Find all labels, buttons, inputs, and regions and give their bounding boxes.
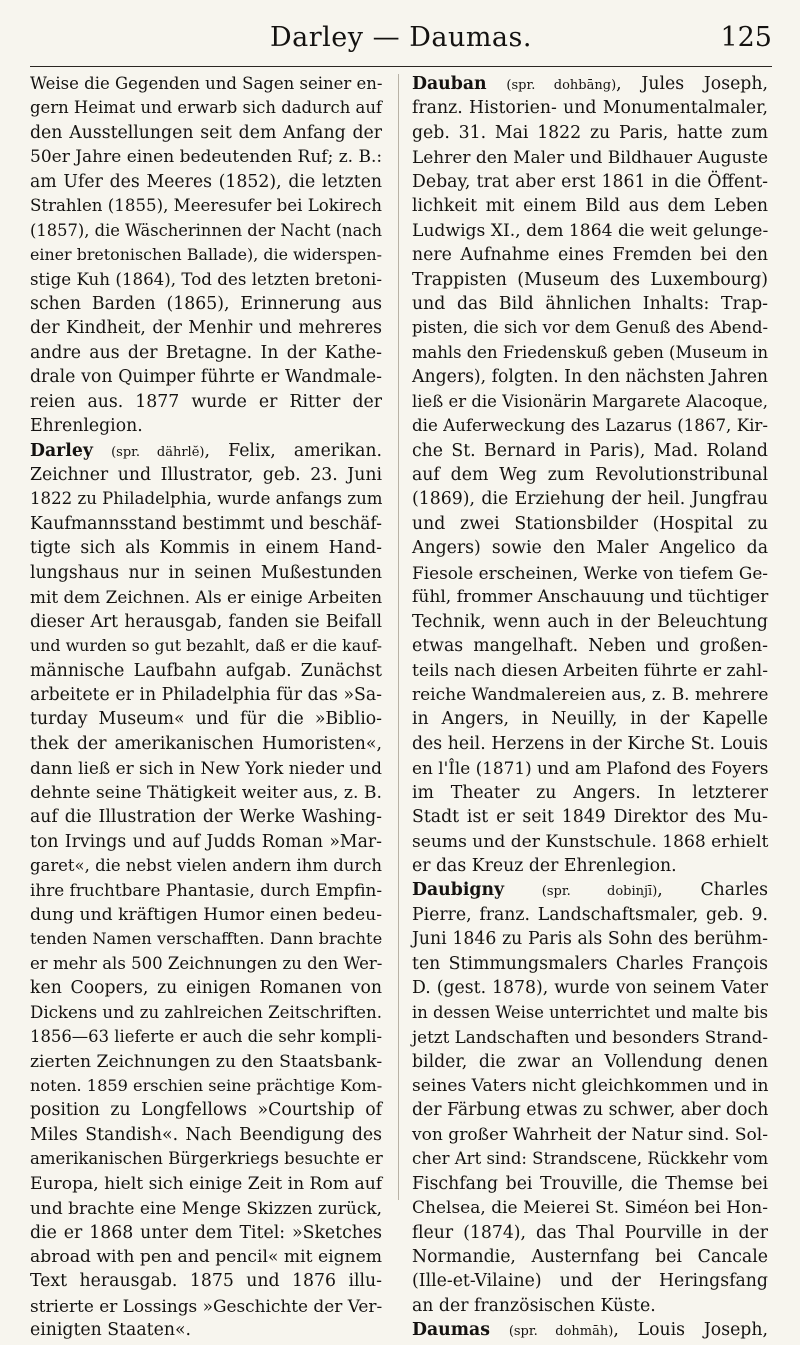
text-line bbox=[30, 194, 382, 218]
text-line bbox=[30, 219, 382, 243]
line-text: en l'Île (1871) und am Plafond des Foyers bbox=[412, 758, 769, 779]
line-text: Dickens und zu zahlreichen Zeitschriften. bbox=[30, 1002, 382, 1022]
text-line bbox=[412, 1050, 768, 1074]
line-text: er mehr als 500 Zeichnungen zu den Wer- bbox=[30, 953, 383, 973]
line-text: lungshaus nur in seinen Mußestunden bbox=[30, 562, 382, 583]
text-line bbox=[412, 1147, 768, 1171]
line-text: cher Art sind: Strandscene, Rückkehr vom bbox=[412, 1149, 769, 1169]
line-text: auf dem Weg zum Revolutionstribunal bbox=[412, 465, 768, 485]
line-text: einer bretonischen Ballade), die widerspen- bbox=[30, 245, 382, 265]
text-line bbox=[30, 243, 382, 267]
line-text: D. (gest. 1878), wurde von seinem Vater bbox=[412, 978, 768, 999]
line-text: und brachte eine Menge Skizzen zurück, bbox=[30, 1198, 382, 1219]
text-line bbox=[412, 732, 768, 756]
text-line bbox=[412, 1245, 768, 1269]
line-text: dehnte seine Thätigkeit weiter aus, z. B. bbox=[30, 782, 382, 803]
line-text: che St. Bernard in Paris), Mad. Roland bbox=[412, 440, 768, 461]
text-line bbox=[30, 72, 382, 96]
text-line bbox=[412, 1098, 768, 1122]
line-text: Angers), folgten. In den nächsten Jahren bbox=[412, 367, 769, 388]
line-text: gern Heimat und erwarb sich dadurch auf bbox=[30, 98, 382, 118]
line-text: ten Stimmungsmalers Charles François bbox=[412, 953, 768, 974]
line-text: amerikanischen Bürgerkriegs besuchte er bbox=[30, 1149, 383, 1169]
text-line bbox=[412, 463, 768, 487]
line-text: mit dem Zeichnen. Als er einige Arbeiten bbox=[30, 587, 383, 608]
text-line bbox=[412, 1269, 768, 1293]
text-line bbox=[30, 561, 382, 585]
text-line bbox=[30, 1172, 382, 1196]
text-line bbox=[412, 781, 768, 805]
line-text: tigte sich als Kommis in einem Hand- bbox=[30, 538, 382, 559]
line-text: seums und der Kunstschule. 1868 erhielt bbox=[412, 831, 769, 852]
pronunciation: (spr. dobinjī) bbox=[541, 884, 658, 900]
text-line bbox=[412, 439, 768, 463]
line-text: lichkeit mit einem Bild aus dem Leben bbox=[412, 196, 768, 217]
text-line bbox=[30, 952, 382, 976]
text-line bbox=[30, 536, 382, 560]
text-line bbox=[30, 316, 382, 340]
line-text: , Louis Joseph, bbox=[613, 1320, 768, 1341]
line-text: arbeitete er in Philadelphia für das »Sa- bbox=[30, 684, 382, 705]
line-text: teils nach diesen Arbeiten führte er zahl- bbox=[412, 660, 768, 681]
text-line bbox=[30, 878, 382, 902]
line-text: Pierre, franz. Landschaftsmaler, geb. 9. bbox=[412, 904, 768, 925]
text-line bbox=[30, 463, 382, 487]
entry-first-line bbox=[30, 439, 382, 463]
text-line bbox=[30, 1147, 382, 1171]
line-text: thek der amerikanischen Humoristen«, bbox=[30, 733, 382, 754]
text-line bbox=[412, 341, 768, 365]
text-line bbox=[30, 707, 382, 731]
entry-headword: Daubigny bbox=[412, 880, 505, 901]
right-column bbox=[412, 72, 769, 1341]
line-text: fühl, frommer Anschauung und tüchtiger bbox=[412, 587, 769, 608]
text-line bbox=[412, 585, 768, 609]
line-text: Kaufmannsstand bestimmt und beschäf- bbox=[30, 513, 382, 534]
line-text: drale von Quimper führte er Wandmale- bbox=[30, 367, 382, 388]
pronunciation: (spr. dohbāng) bbox=[506, 78, 617, 93]
text-line bbox=[30, 1025, 382, 1049]
line-text: schen Barden (1865), Erinnerung aus bbox=[30, 293, 382, 314]
line-text: reien aus. 1877 wurde er Ritter der bbox=[30, 391, 382, 412]
entry-first-line bbox=[412, 1318, 768, 1342]
line-text: turday Museum« und für die »Biblio- bbox=[30, 709, 382, 730]
text-line bbox=[412, 1196, 768, 1220]
text-line bbox=[412, 487, 768, 511]
text-line bbox=[30, 1196, 382, 1220]
text-line bbox=[412, 1221, 768, 1245]
text-line bbox=[30, 976, 382, 1000]
line-text: reiche Wandmalereien aus, z. B. mehrere bbox=[412, 684, 769, 705]
line-text: in dessen Weise unterrichtet und malte bis bbox=[412, 1002, 768, 1022]
text-line bbox=[412, 1123, 768, 1147]
text-line bbox=[30, 512, 382, 536]
text-line bbox=[412, 194, 768, 218]
line-text: 50er Jahre einen bedeutenden Ruf; z. B.: bbox=[30, 147, 383, 168]
line-text: (1857), die Wäscherinnen der Nacht (nach bbox=[30, 220, 382, 240]
text-line bbox=[412, 903, 768, 927]
line-text: zierten Zeichnungen zu den Staatsbank- bbox=[30, 1051, 383, 1072]
line-text: dung und kräftigen Humor einen bedeu- bbox=[30, 904, 382, 925]
line-text: ken Coopers, zu einigen Romanen von bbox=[30, 978, 382, 999]
line-text: , Jules Joseph, bbox=[616, 74, 768, 94]
entry-first-line bbox=[412, 72, 768, 96]
text-line bbox=[30, 610, 382, 634]
line-text: Fiesole erscheinen, Werke von tiefem Ge- bbox=[412, 562, 768, 583]
line-text: stige Kuh (1864), Tod des letzten bretoni- bbox=[30, 269, 382, 289]
line-text: Juni 1846 zu Paris als Sohn des berühm- bbox=[412, 929, 768, 950]
line-text: pisten, die sich vor dem Genuß des Abend- bbox=[412, 318, 768, 338]
line-text: etwas mangelhaft. Neben und großen- bbox=[412, 636, 768, 657]
text-line bbox=[30, 1050, 382, 1074]
text-line bbox=[412, 292, 768, 316]
text-line bbox=[412, 145, 768, 169]
pronunciation: (spr. dährlĕ) bbox=[111, 444, 205, 460]
line-text: geb. 31. Mai 1822 zu Paris, hatte zum bbox=[412, 122, 768, 143]
line-text: und zwei Stationsbilder (Hospital zu bbox=[412, 513, 768, 534]
line-text: seines Vaters nicht gleichkommen und in bbox=[412, 1075, 769, 1096]
line-text: ton Irvings und auf Judds Roman »Mar- bbox=[30, 831, 382, 852]
line-text: des heil. Herzens in der Kirche St. Louis bbox=[412, 733, 768, 754]
line-text: dieser Art herausgab, fanden sie Beifall bbox=[30, 611, 382, 632]
text-line bbox=[30, 634, 382, 658]
line-text: garet«, die nebst vielen andern ihm durch bbox=[30, 856, 382, 875]
line-text: Lehrer den Maler und Bildhauer Auguste bbox=[412, 147, 768, 168]
entry-headword: Dauban bbox=[412, 74, 487, 94]
text-line bbox=[412, 316, 768, 340]
line-text: andre aus der Bretagne. In der Kathe- bbox=[30, 342, 382, 363]
line-text: von großer Wahrheit der Natur sind. Sol- bbox=[412, 1124, 768, 1145]
line-text: er das Kreuz der Ehrenlegion. bbox=[412, 856, 677, 876]
line-text: Trappisten (Museum des Luxembourg) bbox=[412, 269, 768, 290]
entry-first-line bbox=[412, 878, 768, 902]
text-line bbox=[30, 683, 382, 707]
line-text: 1856—63 lieferte er auch die sehr kompli- bbox=[30, 1027, 383, 1047]
text-line bbox=[30, 1318, 382, 1342]
text-line bbox=[412, 707, 768, 731]
line-text: nere Aufnahme eines Fremden bei den bbox=[412, 245, 768, 266]
line-text: Stadt ist er seit 1849 Direktor des Mu- bbox=[412, 807, 768, 828]
left-column bbox=[30, 72, 383, 1341]
line-text: , Charles bbox=[657, 880, 768, 901]
line-text: die er 1868 unter dem Titel: »Sketches bbox=[30, 1222, 382, 1243]
text-line bbox=[412, 121, 768, 145]
entry-headword: Darley bbox=[30, 440, 93, 461]
text-line bbox=[412, 976, 768, 1000]
text-line bbox=[30, 365, 382, 389]
text-line bbox=[30, 1294, 382, 1318]
text-line bbox=[412, 365, 768, 389]
line-text: (Ille-et-Vilaine) und der Heringsfang bbox=[412, 1271, 768, 1292]
line-text: Europa, hielt sich einige Zeit in Rom auf bbox=[30, 1173, 383, 1194]
text-line bbox=[30, 1074, 382, 1098]
text-line bbox=[412, 830, 768, 854]
text-line bbox=[30, 96, 382, 120]
running-title: Darley — Daumas. bbox=[270, 22, 532, 53]
text-line bbox=[30, 585, 382, 609]
line-text: Debay, trat aber erst 1861 in die Öffent- bbox=[412, 171, 768, 192]
line-text: ließ er die Visionärin Margarete Alacoque, bbox=[412, 391, 768, 411]
line-text: der Kindheit, der Menhir und mehreres bbox=[30, 318, 382, 339]
text-line bbox=[412, 805, 768, 829]
text-line bbox=[412, 390, 768, 414]
line-text: tenden Namen verschafften. Dann brachte bbox=[30, 929, 383, 949]
text-line bbox=[30, 732, 382, 756]
line-text: der Färbung etwas zu schwer, aber doch bbox=[412, 1100, 769, 1121]
text-line bbox=[412, 512, 768, 536]
text-line bbox=[412, 536, 768, 560]
line-text: Fischfang bei Trouville, die Themse bei bbox=[412, 1173, 768, 1194]
header-rule bbox=[30, 66, 772, 67]
text-line bbox=[412, 952, 768, 976]
text-line bbox=[412, 1025, 768, 1049]
text-line bbox=[412, 561, 768, 585]
line-text: Zeichner und Illustrator, geb. 23. Juni bbox=[30, 465, 382, 485]
text-line bbox=[30, 781, 382, 805]
line-text: am Ufer des Meeres (1852), die letzten bbox=[30, 171, 382, 192]
line-text: auf die Illustration der Werke Washing- bbox=[30, 807, 382, 828]
text-line bbox=[30, 292, 382, 316]
line-text: abroad with pen and pencil« mit eignem bbox=[30, 1247, 382, 1267]
line-text: einigten Staaten«. bbox=[30, 1320, 192, 1341]
text-line bbox=[412, 610, 768, 634]
line-text: Normandie, Austernfang bei Cancale bbox=[412, 1247, 768, 1267]
line-text: position zu Longfellows »Courtship of bbox=[30, 1100, 382, 1121]
line-text: und wurden so gut bezahlt, daß er die kauf- bbox=[30, 636, 382, 656]
line-text: 1822 zu Philadelphia, wurde anfangs zum bbox=[30, 489, 383, 509]
text-line bbox=[30, 830, 382, 854]
text-line bbox=[30, 487, 382, 511]
text-line bbox=[30, 1123, 382, 1147]
text-line bbox=[412, 1001, 768, 1025]
line-text: Miles Standish«. Nach Beendigung des bbox=[30, 1124, 382, 1145]
column-divider bbox=[398, 74, 399, 1200]
pronunciation: (spr. dohmāh) bbox=[508, 1324, 614, 1340]
line-text: Chelsea, die Meierei St. Siméon bei Hon- bbox=[412, 1198, 768, 1219]
line-text: Strahlen (1855), Meeresufer bei Lokirech bbox=[30, 196, 382, 216]
line-text: und das Bild ähnlichen Inhalts: Trap- bbox=[412, 293, 768, 314]
text-line bbox=[412, 1172, 768, 1196]
line-text: strierte er Lossings »Geschichte der Ver- bbox=[30, 1295, 383, 1316]
entry-headword: Daumas bbox=[412, 1320, 490, 1341]
page-number: 125 bbox=[720, 22, 772, 53]
text-line bbox=[30, 854, 382, 878]
text-line bbox=[412, 634, 768, 658]
line-text: Technik, wenn auch in der Beleuchtung bbox=[412, 611, 768, 632]
text-line bbox=[30, 805, 382, 829]
line-text: den Ausstellungen seit dem Anfang der bbox=[30, 122, 382, 143]
line-text: die Auferweckung des Lazarus (1867, Kir- bbox=[412, 416, 768, 436]
line-text: männische Laufbahn aufgab. Zunächst bbox=[30, 660, 382, 681]
line-text: bilder, die zwar an Vollendung denen bbox=[412, 1051, 768, 1072]
text-line bbox=[30, 1269, 382, 1293]
line-text: mahls den Friedenskuß geben (Museum in bbox=[412, 342, 769, 362]
text-line bbox=[412, 219, 768, 243]
text-line bbox=[412, 927, 768, 951]
line-text: Angers) sowie den Maler Angelico da bbox=[412, 538, 768, 559]
text-line bbox=[412, 268, 768, 292]
text-line bbox=[30, 121, 382, 145]
line-text: im Theater zu Angers. In letzterer bbox=[412, 782, 768, 803]
text-line bbox=[30, 756, 382, 780]
text-line bbox=[30, 659, 382, 683]
line-text: noten. 1859 erschien seine prächtige Kom- bbox=[30, 1075, 383, 1095]
text-line bbox=[412, 756, 768, 780]
text-line bbox=[412, 243, 768, 267]
text-line bbox=[30, 903, 382, 927]
text-line bbox=[30, 170, 382, 194]
page-header bbox=[30, 22, 772, 66]
line-text: Ludwigs XI., dem 1864 die weit gelunge- bbox=[412, 220, 769, 241]
text-line bbox=[412, 683, 768, 707]
text-line bbox=[30, 927, 382, 951]
line-text: an der französischen Küste. bbox=[412, 1295, 656, 1316]
line-text: (1869), die Erziehung der heil. Jungfrau bbox=[412, 489, 768, 510]
text-line bbox=[412, 414, 768, 438]
text-line bbox=[30, 341, 382, 365]
text-line bbox=[412, 170, 768, 194]
text-line bbox=[30, 268, 382, 292]
text-line bbox=[30, 390, 382, 414]
text-line bbox=[30, 1001, 382, 1025]
line-text: franz. Historien- und Monumentalmaler, bbox=[412, 98, 768, 119]
text-line bbox=[30, 414, 382, 438]
text-line bbox=[412, 1294, 768, 1318]
line-text: jetzt Landschaften und besonders Strand- bbox=[412, 1027, 769, 1048]
line-text: dann ließ er sich in New York nieder und bbox=[30, 758, 382, 779]
line-text: fleur (1874), das Thal Pourville in der bbox=[412, 1222, 768, 1243]
text-line bbox=[30, 1245, 382, 1269]
text-line bbox=[412, 1074, 768, 1098]
text-line bbox=[30, 1221, 382, 1245]
text-line bbox=[412, 854, 768, 878]
line-text: Text herausgab. 1875 und 1876 illu- bbox=[30, 1271, 382, 1292]
line-text: , Felix, amerikan. bbox=[204, 440, 382, 461]
text-line bbox=[30, 145, 382, 169]
text-line bbox=[412, 96, 768, 120]
text-line bbox=[412, 659, 768, 683]
text-line bbox=[30, 1098, 382, 1122]
line-text: Weise die Gegenden und Sagen seiner en- bbox=[30, 74, 383, 93]
line-text: Ehrenlegion. bbox=[30, 416, 143, 437]
line-text: in Angers, in Neuilly, in der Kapelle bbox=[412, 709, 768, 730]
line-text: ihre fruchtbare Phantasie, durch Empfin- bbox=[30, 880, 383, 901]
